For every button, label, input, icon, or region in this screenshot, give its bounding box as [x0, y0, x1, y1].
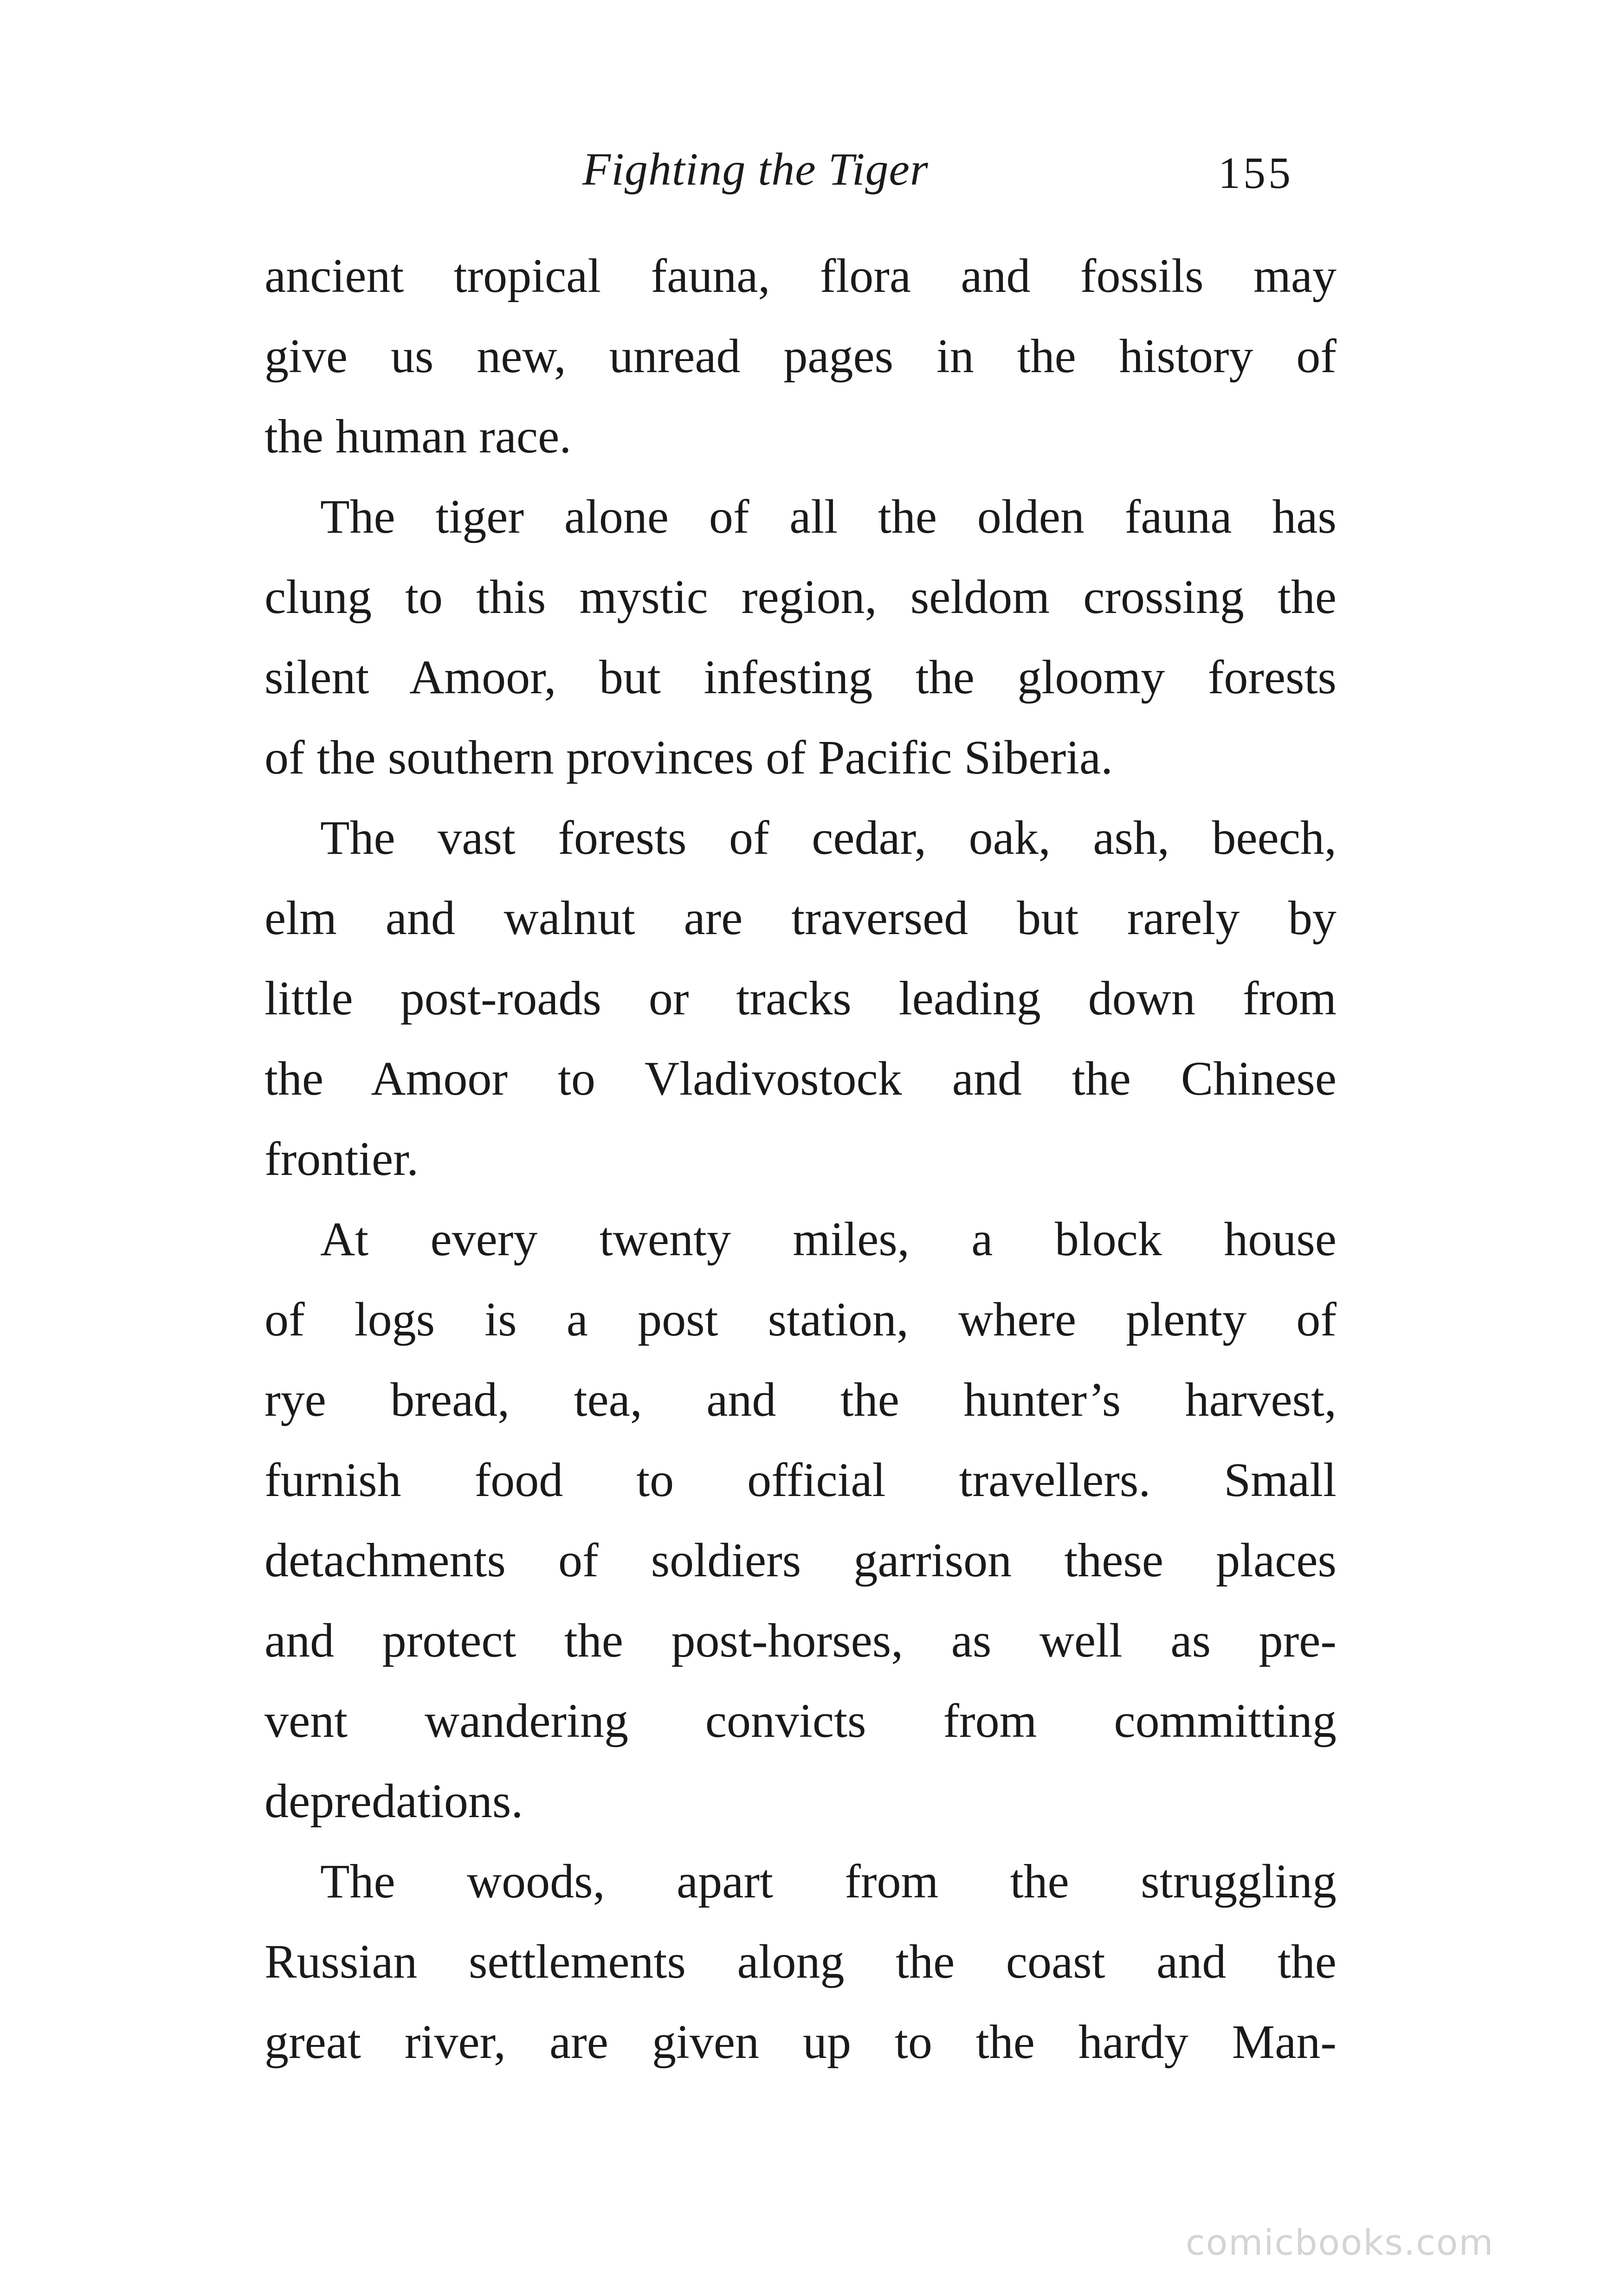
paragraph-4	[265, 1199, 1336, 1841]
text-line: elm and walnut are traversed but rarely by	[265, 891, 1336, 945]
text-line: clung to this mystic region, seldom crossing the	[265, 570, 1336, 624]
text-line: the Amoor to Vladivostock and the Chinese	[265, 1052, 1336, 1105]
text-line: The tiger alone of all the olden fauna has	[320, 490, 1336, 543]
text-line: silent Amoor, but infesting the gloomy forests	[265, 651, 1336, 704]
paragraph-3	[265, 798, 1336, 1199]
text-line: of the southern provinces of Pacific Siberia.	[265, 731, 1113, 784]
text-line: little post-roads or tracks leading down from	[265, 972, 1336, 1025]
text-line: great river, are given up to the hardy Man-	[265, 2015, 1336, 2069]
text-line: depredations.	[265, 1774, 523, 1828]
text-line: rye bread, tea, and the hunter’s harvest,	[265, 1373, 1336, 1426]
paragraph-1	[265, 236, 1336, 477]
paragraph-5	[265, 1841, 1336, 2082]
text-line: detachments of soldiers garrison these places	[265, 1534, 1336, 1587]
text-line: and protect the post-horses, as well as pre-	[265, 1614, 1336, 1667]
watermark: comicbooks.com	[1186, 2222, 1494, 2263]
paragraph-2	[265, 477, 1336, 798]
text-line: give us new, unread pages in the history of	[265, 329, 1336, 383]
text-line: The woods, apart from the struggling	[320, 1855, 1336, 1908]
running-title: Fighting the Tiger	[582, 143, 929, 195]
text-line: the human race.	[265, 410, 572, 463]
text-line: furnish food to official travellers. Small	[265, 1453, 1336, 1507]
text-line: frontier.	[265, 1132, 419, 1186]
body-text	[265, 236, 1336, 2082]
text-line: The vast forests of cedar, oak, ash, beech,	[320, 811, 1336, 864]
page-number: 155	[1218, 148, 1293, 198]
text-line: of logs is a post station, where plenty of	[265, 1293, 1336, 1346]
text-line: Russian settlements along the coast and the	[265, 1935, 1336, 1988]
running-header	[0, 137, 1601, 202]
text-line: vent wandering convicts from committing	[265, 1694, 1336, 1748]
text-line: ancient tropical fauna, flora and fossils may	[265, 249, 1336, 303]
text-line: At every twenty miles, a block house	[320, 1212, 1336, 1266]
